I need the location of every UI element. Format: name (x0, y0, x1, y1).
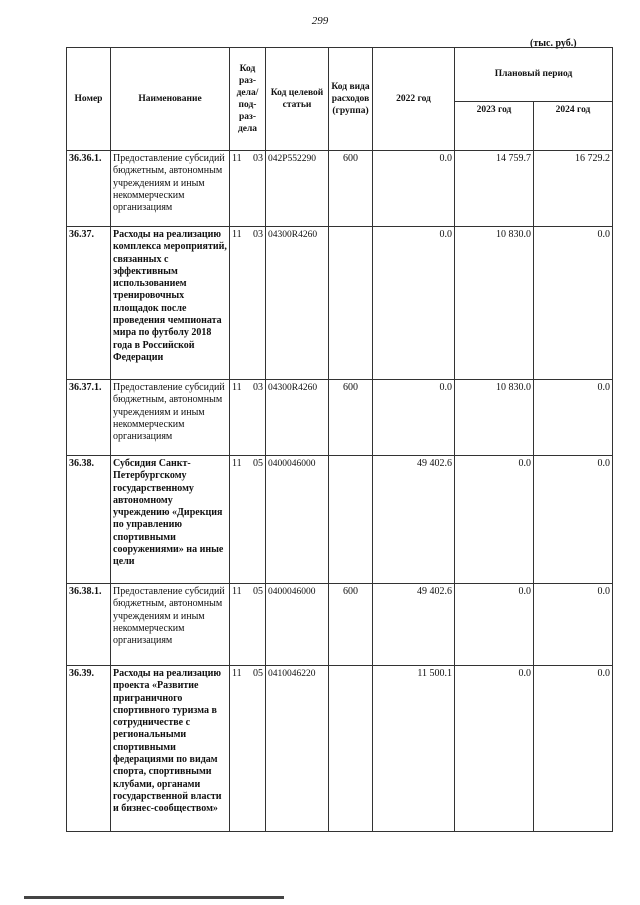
row-target-code: 0400046000 (266, 456, 329, 584)
subsection-code: 03 (253, 229, 263, 240)
row-target-code: 04300R4260 (266, 380, 329, 456)
header-2023: 2023 год (455, 101, 534, 150)
row-expense-code (329, 456, 373, 584)
section-code: 11 (232, 458, 242, 469)
row-expense-code: 600 (329, 151, 373, 227)
row-name: Предоставление субсидий бюджетным, автономным учреждениям и иным некоммерческим организациям (111, 584, 230, 666)
row-2022: 0.0 (373, 380, 455, 456)
row-name: Расходы на реализацию проекта «Развитие приграничного спортивного туризма в сотрудничестве с региональными спортивными федерациями по видам спорта, спортивными клубами, органами государственной власти и бизнес-сообществом» (111, 666, 230, 832)
row-number: 36.36.1. (67, 151, 111, 227)
page-number: 299 (311, 15, 329, 27)
row-2023: 14 759.7 (455, 151, 534, 227)
budget-table (66, 47, 613, 832)
row-2024: 0.0 (534, 227, 613, 380)
row-number: 36.38. (67, 456, 111, 584)
row-2022: 49 402.6 (373, 456, 455, 584)
table-row (67, 380, 613, 456)
row-target-code: 0400046000 (266, 584, 329, 666)
table-row (67, 456, 613, 584)
header-2024: 2024 год (534, 101, 613, 150)
table-row (67, 151, 613, 227)
row-2022: 49 402.6 (373, 584, 455, 666)
row-2023: 10 830.0 (455, 227, 534, 380)
table-row (67, 666, 613, 832)
row-2024: 0.0 (534, 584, 613, 666)
header-plan-period: Плановый период (455, 48, 613, 102)
header-number: Номер (67, 48, 111, 151)
section-code: 11 (232, 668, 242, 679)
subsection-code: 05 (253, 458, 263, 469)
row-number: 36.38.1. (67, 584, 111, 666)
row-section-code (230, 584, 266, 666)
subsection-code: 05 (253, 586, 263, 597)
row-2023: 0.0 (455, 584, 534, 666)
header-expense-code: Код вида расходов (группа) (329, 48, 373, 151)
header-target-code: Код целевой статьи (266, 48, 329, 151)
row-2022: 0.0 (373, 151, 455, 227)
row-expense-code: 600 (329, 380, 373, 456)
row-name: Субсидия Санкт-Петербургскому государственному автономному учреждению «Дирекция по управлению спортивными сооружениями» на иные цели (111, 456, 230, 584)
row-target-code: 04300R4260 (266, 227, 329, 380)
row-section-code (230, 380, 266, 456)
row-2023: 0.0 (455, 666, 534, 832)
row-section-code (230, 666, 266, 832)
row-2022: 0.0 (373, 227, 455, 380)
section-code: 11 (232, 153, 242, 164)
section-code: 11 (232, 586, 242, 597)
row-2023: 0.0 (455, 456, 534, 584)
row-name: Расходы на реализацию комплекса мероприятий, связанных с эффективным использованием тренировочных площадок после проведения чемпионата мира по футболу 2018 года в Российской Федерации (111, 227, 230, 380)
subsection-code: 03 (253, 382, 263, 393)
header-section-code: Код раз-дела/ под-раз-дела (230, 48, 266, 151)
row-name: Предоставление субсидий бюджетным, автономным учреждениям и иным некоммерческим организациям (111, 151, 230, 227)
row-section-code (230, 227, 266, 380)
row-section-code (230, 151, 266, 227)
footer-rule (24, 896, 284, 899)
row-number: 36.39. (67, 666, 111, 832)
subsection-code: 05 (253, 668, 263, 679)
table-row (67, 227, 613, 380)
row-2024: 0.0 (534, 380, 613, 456)
row-2024: 16 729.2 (534, 151, 613, 227)
row-target-code: 042P552290 (266, 151, 329, 227)
row-expense-code (329, 227, 373, 380)
row-2024: 0.0 (534, 456, 613, 584)
row-number: 36.37.1. (67, 380, 111, 456)
section-code: 11 (232, 382, 242, 393)
table-row (67, 584, 613, 666)
header-name: Наименование (111, 48, 230, 151)
row-name: Предоставление субсидий бюджетным, автономным учреждениям и иным некоммерческим организациям (111, 380, 230, 456)
row-section-code (230, 456, 266, 584)
section-code: 11 (232, 229, 242, 240)
row-expense-code: 600 (329, 584, 373, 666)
row-2022: 11 500.1 (373, 666, 455, 832)
row-expense-code (329, 666, 373, 832)
row-number: 36.37. (67, 227, 111, 380)
subsection-code: 03 (253, 153, 263, 164)
row-target-code: 0410046220 (266, 666, 329, 832)
row-2024: 0.0 (534, 666, 613, 832)
header-2022: 2022 год (373, 48, 455, 151)
row-2023: 10 830.0 (455, 380, 534, 456)
units-label: (тыс. руб.) (530, 38, 577, 49)
